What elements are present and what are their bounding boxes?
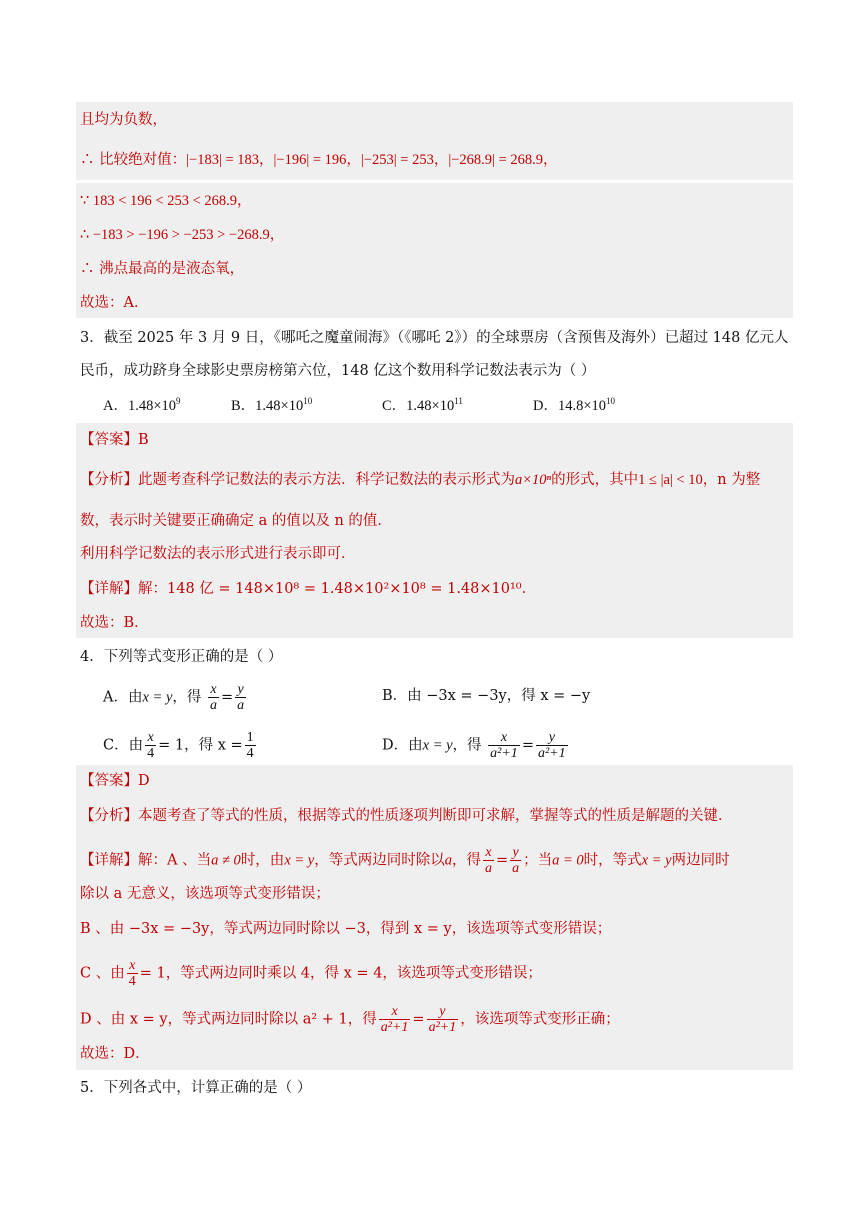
answer-label: 【答案】D	[80, 773, 150, 789]
abs-compare-line: ∴ 比较绝对值：|−183| = 183，|−196| = 196，|−253| = 253，|−268.9| = 268.9，	[80, 152, 558, 168]
choose-line: 故选：B．	[80, 615, 149, 631]
inequality-line: ∵ 183 < 196 < 253 < 268.9，	[80, 193, 252, 209]
option-a: A．$1.48\times 10^9$	[103, 396, 181, 414]
fraction: $\frac{y}{a}$	[237, 682, 245, 713]
option-a: A．由x = y，得 $\frac{x}{a}$ = $\frac{y}{a}$	[103, 682, 245, 713]
answer-label: 【答案】B	[80, 432, 149, 448]
fraction: $\frac{x}{4}$	[147, 730, 155, 761]
fraction: $\frac{1}{4}$	[246, 730, 254, 761]
analysis-line: 【分析】本题考查了等式的性质，根据等式的性质逐项判断即可求解，掌握等式的性质是解题的关键．	[80, 808, 733, 824]
question-3-stem: 3．截至 2025 年 3 月 9 日，《哪吒之魔童闹海》（《哪吒 2》）的全球票房（含预售及海外）已超过 148 亿元人	[80, 330, 789, 346]
fraction: $\frac{y}{\text{a²+1}}$	[428, 1004, 457, 1035]
option-d: D．$14.8\times 10^{10}$	[533, 396, 616, 414]
question-3-stem: 民币，成功跻身全球影史票房榜第六位，148 亿这个数用科学记数法表示为（ ）	[80, 363, 596, 379]
inequality-line: ∴ −183 > −196 > −253 > −268.9，	[80, 227, 285, 243]
choose-line: 故选：A．	[80, 295, 149, 311]
detail-line: 【详解】解：A 、当a ≠ 0时，由x = y，等式两边同时除以a，得 $\frac{x}{a}$ = $\frac{y}{a}$ ；当a = 0时，等式x = y两边同时	[80, 845, 730, 876]
analysis-line: 利用科学记数法的表示形式进行表示即可．	[80, 546, 356, 562]
text-line: 且均为负数，	[80, 112, 167, 128]
option-c: C．$1.48\times 10^{11}$	[382, 396, 463, 414]
analysis-line: 【分析】此题考查科学记数法的表示方法．科学记数法的表示形式为a×10ⁿ的形式，其中1 ≤ |a| < 10，n 为整	[80, 472, 761, 488]
option-c: C．由 $\frac{x}{4}$ = 1，得 x = $\frac{1}{4}$	[103, 730, 254, 761]
fraction: $\frac{x}{a}$	[484, 845, 492, 876]
question-4-stem: 4．下列等式变形正确的是（ ）	[80, 649, 283, 665]
option-d: D．由x = y，得 $\frac{x}{\text{a²+1}}$ = $\frac{y}{\text{a²+1}}$	[382, 730, 566, 761]
option-b: B．$1.48\times 10^{10}$	[231, 396, 313, 414]
fraction: $\frac{y}{a}$	[512, 845, 520, 876]
detail-line: 【详解】解：148 亿 = 148×10⁸ = 1.48×10²×10⁸ = 1.48×10¹⁰．	[80, 581, 537, 597]
detail-line: 除以 a 无意义，该选项等式变形错误；	[80, 886, 330, 902]
question-5-stem: 5．下列各式中，计算正确的是（ ）	[80, 1080, 312, 1096]
fraction: $\frac{x}{\text{a²+1}}$	[380, 1004, 409, 1035]
detail-line: C 、由 $\frac{x}{4}$ = 1，等式两边同时乘以 4，得 x = 4，该选项等式变形错误；	[80, 958, 542, 989]
fraction: $\frac{x}{\text{a²+1}}$	[490, 730, 518, 761]
fraction: $\frac{y}{\text{a²+1}}$	[537, 730, 566, 761]
fraction: $\frac{x}{4}$	[128, 958, 136, 989]
choose-line: 故选：D．	[80, 1046, 150, 1062]
detail-line: D 、由 x = y，等式两边同时除以 a² + 1，得 $\frac{x}{\text{a²+1}}$ = $\frac{y}{\text{a²+1}}$ ，该选项等式变形正确；	[80, 1004, 620, 1035]
fraction: $\frac{x}{a}$	[210, 682, 217, 713]
option-b: B．由 −3x = −3y，得 x = −y	[382, 688, 591, 704]
detail-line: B 、由 −3x = −3y，等式两边同时除以 −3，得到 x = y，该选项等式变形错误；	[80, 921, 612, 937]
analysis-line: 数，表示时关键要正确确定 a 的值以及 n 的值．	[80, 513, 392, 529]
conclusion-line: ∴ 沸点最高的是液态氧，	[80, 261, 245, 277]
